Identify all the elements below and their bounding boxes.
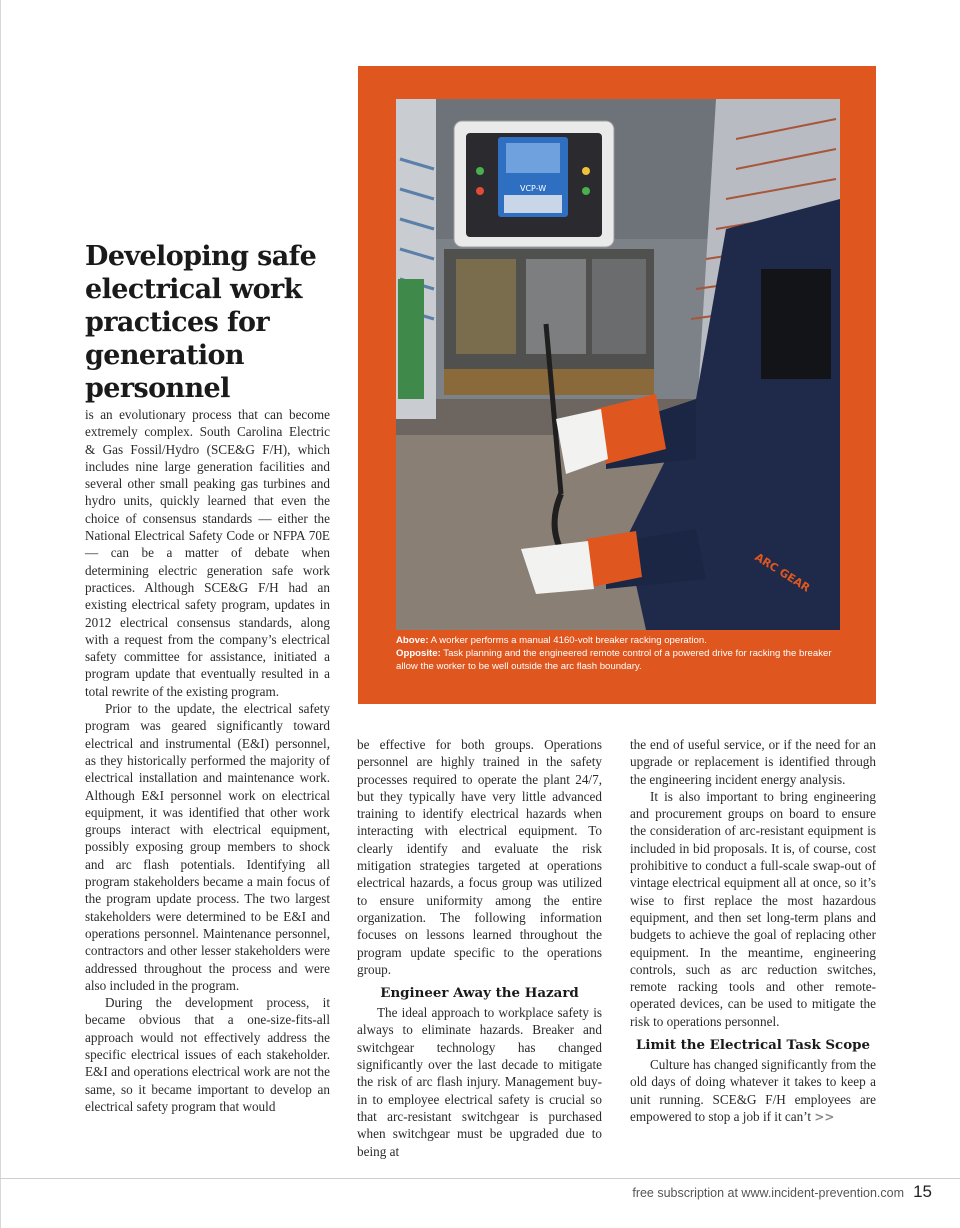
paragraph: Prior to the update, the electrical safety program was geared significantly toward electrical and instrumental (E&I) personnel, as they historically performed the majority of electrical installation and maintenance work. Although E&I personnel work on electrical equipment, it was identified that other work groups interact with electrical equipment, possibly exposing group members to shock and arc flash potentials. Identifying all program stakeholders became a main focus of the program update process. The two largest stakeholders were determined to be E&I and operations personnel. Maintenance personnel, contractors and other lesser stakeholders were addressed throughout the process and were also included in the program. [85, 701, 330, 993]
paragraph: The ideal approach to workplace safety is always to eliminate hazards. Breaker and switchgear technology has changed significantly over the last decade to mitigate the risk of arc flash injury. Management buy-in to employee electrical safety is crucial so that arc-resistant switchgear is purchased when switchgear must be upgraded due to being at [357, 1005, 602, 1159]
caption-above [396, 634, 840, 647]
paragraph: be effective for both groups. Operations personnel are highly trained in the safety processes required to operate the plant 24/7, but they typically have very little advanced training to identify electrical hazards when interacting with electrical equipment. To clearly identify and evaluate the risk mitigation strategies targeted at operations electrical hazards, a focus group was utilized to ensure uniformity among the entire organization. The following information focuses on lessons learned throughout the program update specific to the operations group. [357, 737, 602, 977]
page-left-rule [0, 0, 1, 1228]
article-column-3 [630, 736, 876, 1126]
caption-opposite [396, 647, 840, 673]
article-headline: Developing safe electrical work practices for generation personnel [85, 241, 317, 404]
article-column-2 [357, 736, 602, 1160]
caption-above-text: A worker performs a manual 4160-volt breaker racking operation. [430, 635, 707, 646]
continued-arrow-icon: >> [814, 1109, 835, 1124]
panel-label: VCP-W [520, 184, 547, 193]
caption-opposite-text: Task planning and the engineered remote control of a powered drive for racking the breaker allow the worker to be well outside the arc flash boundary. [396, 648, 832, 672]
caption-above-label: Above: [396, 635, 429, 646]
paragraph-text: Culture has changed significantly from the old days of doing whatever it takes to keep a unit running. SCE&G F/H employees are empowered to stop a job if it can’t [630, 1057, 876, 1124]
glove-brand-label: ARC GEAR [752, 550, 813, 595]
article-photo [396, 99, 840, 630]
caption-opposite-label: Opposite: [396, 648, 441, 659]
section-heading-engineer-away: Engineer Away the Hazard [380, 985, 579, 1002]
paragraph: is an evolutionary process that can become extremely complex. South Carolina Electric & Gas Fossil/Hydro (SCE&G F/H), which includes nine large generation facilities and several other small peaking gas turbines and hydro units, quickly learned that even the choice of consensus standards — either the National Electrical Safety Code or NFPA 70E — can be a matter of debate when determining electric generation safe work practices. Although SCE&G F/H had an existing electrical safety program, updates in 2012 electrical consensus standards, along with a request from the company’s electrical safety committee for assistance, initiated a program update that eventually resulted in a total rewrite of the existing program. [85, 407, 330, 699]
paragraph: During the development process, it became obvious that a one-size-fits-all approach would not effectively address the specific electrical issues of each stakeholder. E&I and operations electrical work are not the same, so it became important to develop an electrical safety program that would [85, 995, 330, 1114]
photo-frame [358, 66, 876, 704]
article-column-1 [85, 406, 330, 1115]
paragraph [630, 1056, 876, 1126]
footer-subscription-text: free subscription at www.incident-prevention.com [632, 1186, 904, 1200]
footer-rule [0, 1178, 960, 1179]
paragraph: It is also important to bring engineering and procurement groups on board to ensure the consideration of arc-resistant equipment is included in bid proposals. It is, of course, cost prohibitive to conduct a full-scale swap-out of vintage electrical equipment all at once, so it’s wise to first replace the most hazardous equipment, and then set long-term plans and budgets to achieve the goal of replacing other equipment. In the meantime, engineering controls, such as arc reduction switches, remote racking tools and other remote-operated devices, can be used to mitigate the risk to operations personnel. [630, 788, 876, 1029]
page-number: 15 [913, 1182, 932, 1201]
section-heading-limit-scope: Limit the Electrical Task Scope [635, 1037, 871, 1054]
photo-caption [396, 634, 840, 673]
breaker-racking-photo [396, 99, 840, 630]
paragraph: the end of useful service, or if the need for an upgrade or replacement is identified through the engineering incident energy analysis. [630, 737, 876, 787]
